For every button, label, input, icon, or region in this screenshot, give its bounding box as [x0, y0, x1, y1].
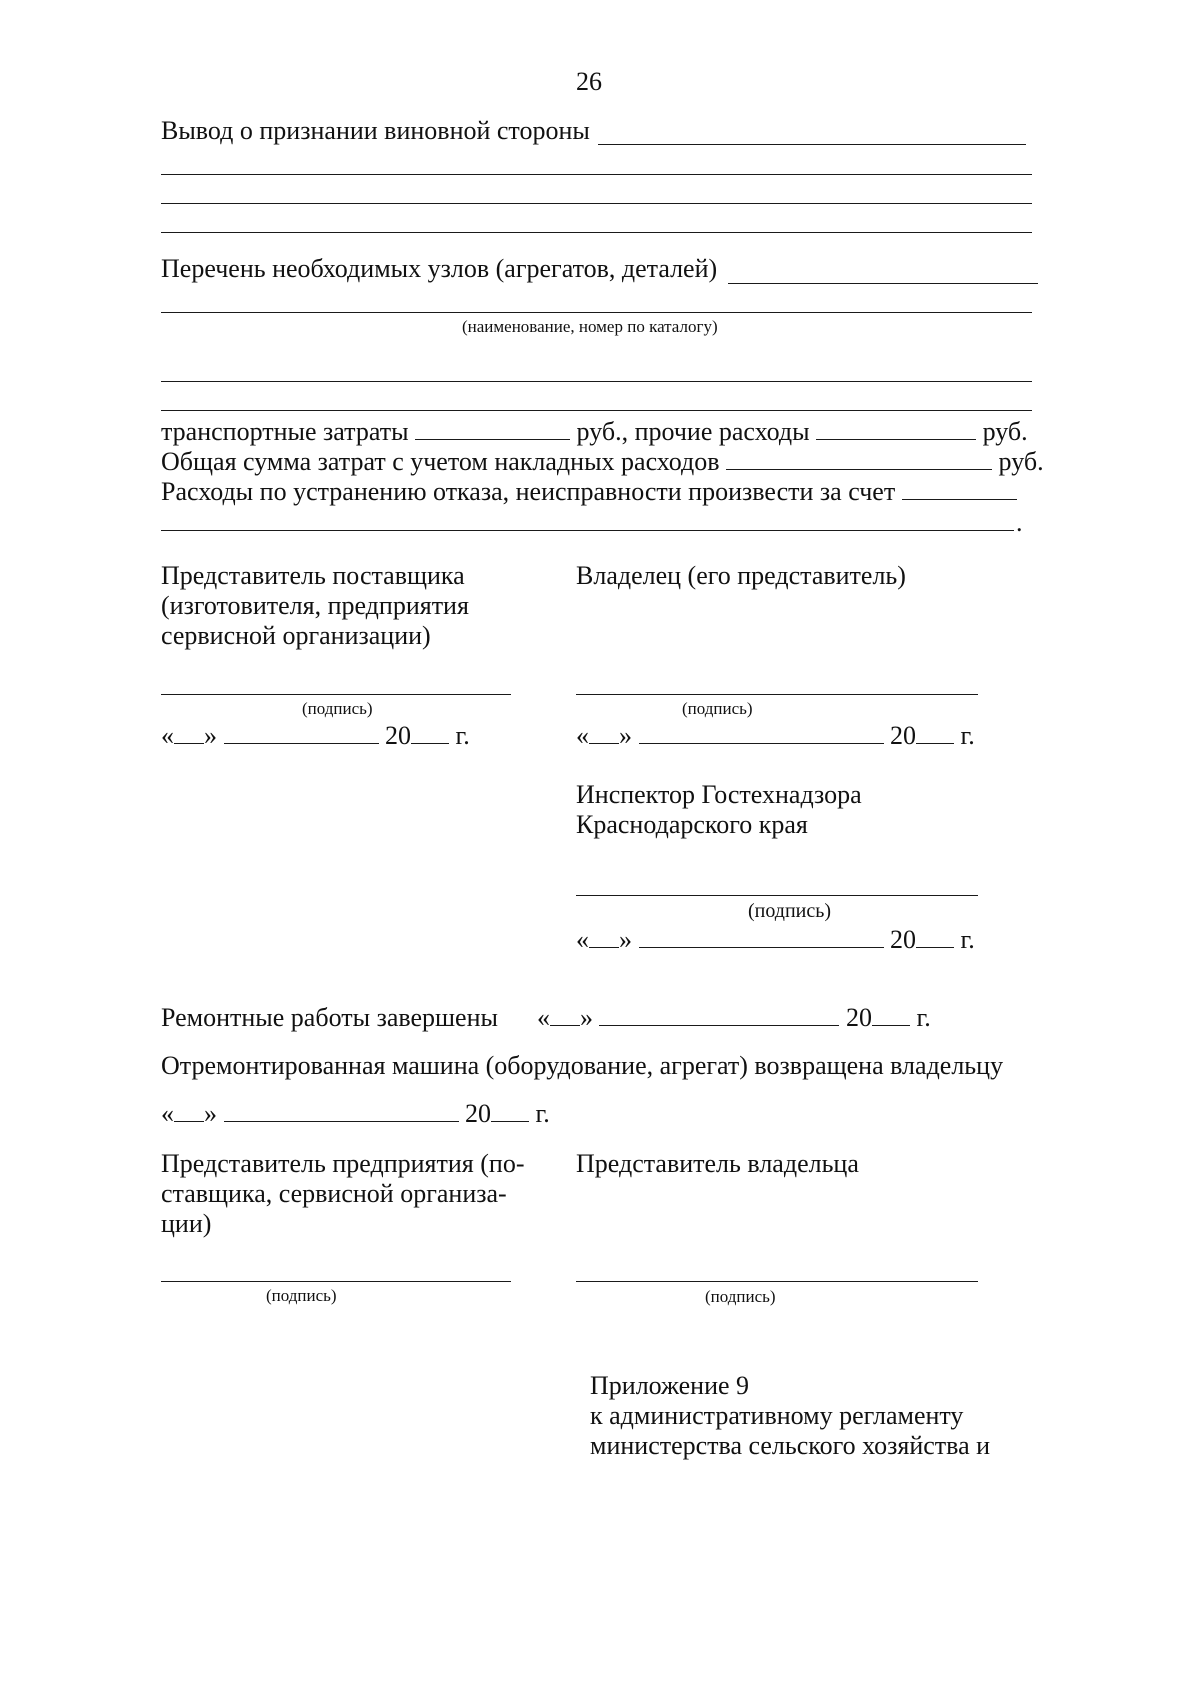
conclusion-field-line[interactable] [161, 174, 1032, 175]
day-field[interactable] [174, 721, 204, 744]
day-field[interactable] [550, 1003, 580, 1026]
year-suffix: г. [916, 1003, 931, 1032]
returned-date-row [161, 1098, 550, 1130]
repair-done-row [161, 1002, 931, 1034]
returned-label: Отремонтированная машина (оборудование, агрегат) возвращена владельцу [161, 1051, 1004, 1080]
inspector-line1: Инспектор Гостехнадзора [576, 780, 862, 809]
year-suffix: г. [960, 925, 975, 954]
close-quote: » [204, 721, 217, 750]
supplier-date-row [161, 720, 470, 752]
transport-costs-field[interactable] [415, 417, 570, 440]
day-field[interactable] [589, 721, 619, 744]
supplier-rep-line2: (изготовителя, предприятия [161, 591, 469, 620]
transport-costs-row [161, 416, 1028, 448]
parts-list-caption: (наименование, номер по каталогу) [462, 317, 718, 336]
conclusion-field[interactable] [598, 144, 1026, 145]
year-prefix: 20 [845, 1003, 872, 1032]
close-quote: » [619, 721, 632, 750]
year-prefix: 20 [890, 925, 916, 954]
inspector-line2: Краснодарского края [576, 810, 808, 839]
month-field[interactable] [224, 1099, 459, 1122]
owner-signature-field[interactable] [576, 694, 978, 695]
total-costs-label: Общая сумма затрат с учетом накладных расходов [161, 447, 720, 476]
supplier-rep-line3: сервисной организации) [161, 621, 431, 650]
signature-caption: (подпись) [266, 1286, 337, 1305]
year-field[interactable] [916, 925, 954, 948]
parts-list-field-line[interactable] [161, 312, 1032, 313]
total-costs-row [161, 446, 1044, 478]
signature-caption: (подпись) [302, 699, 373, 718]
owner-rep-label: Представитель владельца [576, 1149, 859, 1178]
year-prefix: 20 [385, 721, 411, 750]
year-suffix: г. [960, 721, 975, 750]
signature-caption: (подпись) [682, 699, 753, 718]
close-quote: » [579, 1003, 593, 1032]
repair-done-label: Ремонтные работы завершены [161, 1003, 498, 1032]
other-costs-field[interactable] [816, 417, 976, 440]
year-field[interactable] [411, 721, 449, 744]
conclusion-label: Вывод о признании виновной стороны [161, 116, 590, 145]
expenses-row [161, 476, 1017, 508]
owner-date-row [576, 720, 975, 752]
year-suffix: г. [455, 721, 470, 750]
year-field[interactable] [491, 1099, 529, 1122]
period-mark: . [1016, 508, 1023, 537]
conclusion-field-line[interactable] [161, 232, 1032, 233]
inspector-date-row [576, 924, 975, 956]
expenses-label: Расходы по устранению отказа, неисправности произвести за счет [161, 477, 896, 506]
inspector-signature-field[interactable] [576, 895, 978, 896]
year-prefix: 20 [465, 1099, 491, 1128]
year-field[interactable] [916, 721, 954, 744]
enterprise-rep-line3: ции) [161, 1209, 212, 1238]
open-quote: « [536, 1003, 550, 1032]
conclusion-field-line[interactable] [161, 203, 1032, 204]
close-quote: » [619, 925, 632, 954]
transport-costs-label: транспортные затраты [161, 417, 409, 446]
rub-label: руб. [998, 447, 1044, 476]
rub-label: руб. [982, 417, 1028, 446]
supplier-signature-field[interactable] [161, 694, 511, 695]
month-field[interactable] [639, 925, 884, 948]
appendix-line3: министерства сельского хозяйства и [590, 1431, 991, 1460]
month-field[interactable] [224, 721, 379, 744]
appendix-line2: к административному регламенту [590, 1401, 964, 1430]
supplier-rep-line1: Представитель поставщика [161, 561, 465, 590]
expenses-field[interactable] [902, 477, 1017, 500]
day-field[interactable] [174, 1099, 204, 1122]
parts-list-field[interactable] [728, 283, 1038, 284]
open-quote: « [576, 925, 589, 954]
year-field[interactable] [872, 1003, 910, 1026]
open-quote: « [161, 721, 174, 750]
month-field[interactable] [639, 721, 884, 744]
open-quote: « [576, 721, 589, 750]
year-prefix: 20 [890, 721, 916, 750]
day-field[interactable] [589, 925, 619, 948]
appendix-title: Приложение 9 [590, 1371, 750, 1400]
signature-caption: (подпись) [705, 1287, 776, 1306]
expenses-field-line[interactable] [161, 530, 1014, 531]
parts-list-label: Перечень необходимых узлов (агрегатов, деталей) [161, 254, 718, 283]
year-suffix: г. [535, 1099, 550, 1128]
parts-list-field-line[interactable] [161, 410, 1032, 411]
close-quote: » [204, 1099, 217, 1128]
enterprise-rep-line2: ставщика, сервисной организа- [161, 1179, 507, 1208]
open-quote: « [161, 1099, 174, 1128]
enterprise-signature-field[interactable] [161, 1281, 511, 1282]
other-costs-label: руб., прочие расходы [576, 417, 810, 446]
enterprise-rep-line1: Представитель предприятия (по- [161, 1149, 525, 1178]
owner-rep-signature-field[interactable] [576, 1281, 978, 1282]
signature-caption: (подпись) [748, 900, 832, 922]
total-costs-field[interactable] [726, 447, 992, 470]
month-field[interactable] [599, 1003, 839, 1026]
parts-list-field-line[interactable] [161, 381, 1032, 382]
page-number: 26 [576, 67, 602, 96]
owner-label: Владелец (его представитель) [576, 561, 906, 590]
